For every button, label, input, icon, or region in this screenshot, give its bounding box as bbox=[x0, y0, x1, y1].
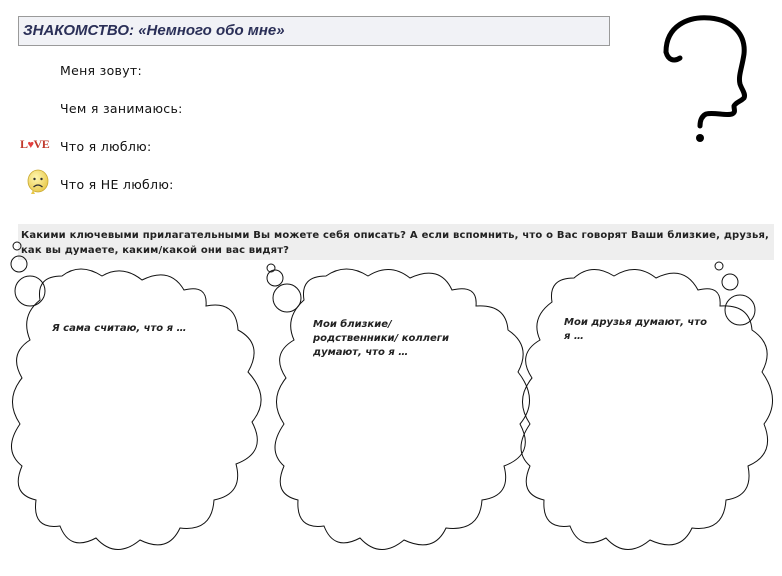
love-icon: L♥VE bbox=[20, 137, 50, 151]
occupation-label: Чем я занимаюсь: bbox=[60, 101, 183, 116]
dislikes-label: Что я НЕ люблю: bbox=[60, 177, 174, 192]
cloud-friends bbox=[521, 269, 773, 549]
name-label: Меня зовут: bbox=[60, 63, 142, 78]
cloud-self bbox=[11, 269, 261, 550]
page-title: ЗНАКОМСТВО: «Немного обо мне» bbox=[23, 22, 285, 39]
cloud-relatives bbox=[275, 269, 530, 550]
likes-label: Что я люблю: bbox=[60, 139, 152, 154]
cloud-relatives-label: Мои близкие/родственники/ коллеги думают, что я … bbox=[313, 319, 450, 358]
question-text: Какими ключевыми прилагательными Вы можете себя описать? А если вспомнить, что о Вас говорят Ваши близкие, друзья, как вы думаете, каким/какой они вас видят? bbox=[21, 230, 769, 256]
cloud-friends-label: Мои друзья думают, что я … bbox=[564, 317, 707, 342]
cloud-self-label: Я сама считаю, что я … bbox=[52, 323, 187, 334]
